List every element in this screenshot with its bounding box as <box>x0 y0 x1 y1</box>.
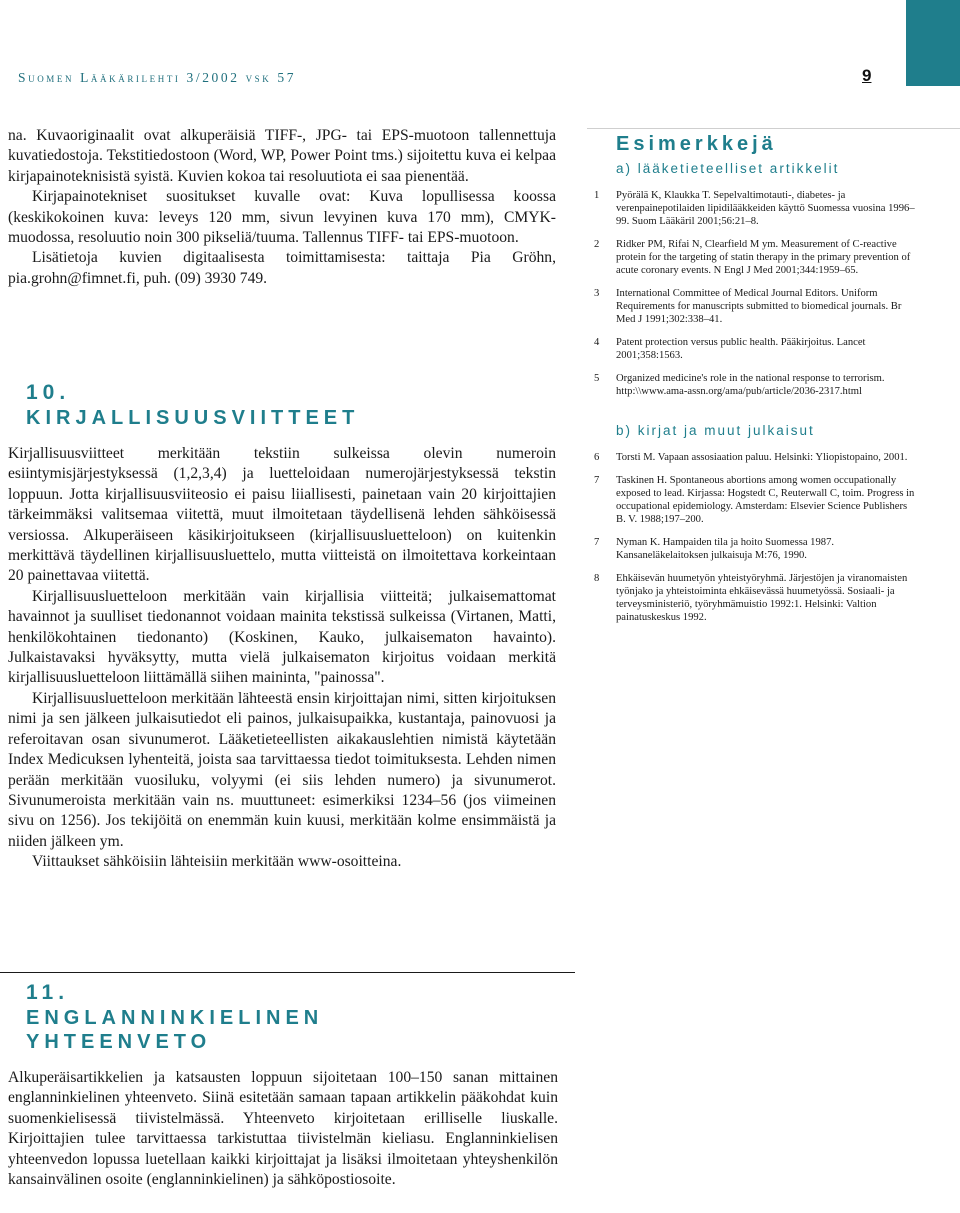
intro-text <box>8 126 556 289</box>
reference-number: 8 <box>594 573 600 584</box>
examples-subheading-a: a) lääketieteelliset artikkelit <box>616 161 840 176</box>
examples-title: Esimerkkejä <box>616 133 777 155</box>
reference-number: 5 <box>594 373 600 384</box>
paragraph: Kirjallisuusluetteloon merkitään lähteestä ensin kirjoittajan nimi, sitten kirjoituksen nimi ja sen jälkeen julkaisutiedot eli painos, julkaisupaikka, kustantaja, painovuosi ja referoitavan osan sivunumerot. Lääketieteellisten aikakauslehtien nimistä käytetään Index Medicuksen lyhenteitä, joista saa tarvittaessa tiedot toimituksesta. Lehden nimen perään merkitään vuosiluku, volyymi (ei siis lehden numero) ja sivunumerot. Sivunumeroista merkitään vain ns. muuttuneet: esimerkiksi 1234–56 (jos viimeinen sivu on 1256). Jos tekijöitä on enemmän kuin kuusi, merkitään kolme ensimmäistä ja niiden jälkeen ym. <box>8 689 556 850</box>
reference-text: Ehkäisevän huumetyön yhteistyöryhmä. Järjestöjen ja viranomaisten työnjako ja yhteistoiminta ehkäisevässä huumetyössä. Sosiaali- ja terveysministeriö, työryhmämuistio 1992:1. Helsinki: Valtion painatuskeskus 1992. <box>616 573 908 623</box>
section-title: KIRJALLISUUSVIITTEET <box>26 407 360 429</box>
reference-text: Patent protection versus public health. Pääkirjoitus. Lancet 2001;358:1563. <box>616 337 866 361</box>
paragraph: Viittaukset sähköisiin lähteisiin merkitään www-osoitteina. <box>32 853 402 871</box>
reference-item <box>594 189 918 228</box>
section-body <box>8 1068 558 1190</box>
reference-item <box>594 372 918 398</box>
section-english-summary <box>8 980 558 1190</box>
reference-item <box>594 572 918 624</box>
reference-number: 1 <box>594 190 600 201</box>
reference-number: 6 <box>594 452 600 463</box>
paragraph: Kirjallisuusluetteloon merkitään vain kirjallisia viitteitä; julkaisemattomat havainnot ja suulliset tiedonannot voidaan mainita tekstissä sulkeissa (Virtanen, Matti, henkilökohtainen tiedonanto) (Koskinen, Kauko, julkaisematon havainto). Julkaistavaksi hyväksytty, mutta vielä julkaisematon kirjoitus voidaan merkitä kirjallisuusluetteloon liittämällä siihen maininta, "painossa". <box>8 587 556 687</box>
paragraph: Kirjapainotekniset suositukset kuvalle ovat: Kuva lopullisessa koossa (keskikokoinen kuva: leveys 120 mm, sivun levyinen kuva 170 mm), CMYK-muodossa, resoluutio noin 300 pikseliä/tuuma. Tallennus TIFF- tai EPS-muotoon. <box>8 188 556 247</box>
section-title-line2: YHTEENVETO <box>26 1031 212 1053</box>
reference-text: Organized medicine's role in the national response to terrorism. http:\\www.ama-assn.org/ama/pub/article/2036-2317.html <box>616 373 885 397</box>
section-title-line1: ENGLANNINKIELINEN <box>26 1007 324 1029</box>
reference-text: Torsti M. Vapaan assosiaation paluu. Helsinki: Yliopistopaino, 2001. <box>616 452 908 463</box>
paragraph: Lisätietoja kuvien digitaalisesta toimittamisesta: taittaja Pia Gröhn, pia.grohn@fimnet.fi, puh. (09) 3930 749. <box>8 249 556 287</box>
reference-number: 7 <box>594 537 600 548</box>
reference-item <box>594 474 918 526</box>
reference-item <box>594 287 918 326</box>
section-body <box>8 444 556 873</box>
paragraph: na. Kuvaoriginaalit ovat alkuperäisiä TIFF-, JPG- tai EPS-muotoon tallennettuja kuvatiedostoja. Tekstitiedostoon (Word, WP, Power Point tms.) sijoitettu kuva ei kelpaa kirjapainoteknisistä syistä. Kuvien kokoa tai resoluutiota ei saa pienentää. <box>8 127 556 185</box>
reference-text: International Committee of Medical Journal Editors. Uniform Requirements for manuscripts submitted to biomedical journals. Br Med J 1991;302:338–41. <box>616 288 902 325</box>
section-references <box>8 380 556 873</box>
reference-item <box>594 238 918 277</box>
reference-text: Ridker PM, Rifai N, Clearfield M ym. Measurement of C-reactive protein for the targeting of statin therapy in the primary prevention of acute coronary events. N Engl J Med 2001;344:1959–65. <box>616 239 911 276</box>
examples-subheading-b: b) kirjat ja muut julkaisut <box>616 423 815 438</box>
reference-number: 7 <box>594 475 600 486</box>
paragraph: Alkuperäisartikkelien ja katsausten loppuun sijoitetaan 100–150 sanan mittainen englanninkielinen yhteenveto. Siinä esitetään samaan tapaan artikkelin pääkohdat kuin suomenkielisessä tiivistelmässä. Yhteenveto kirjoitetaan erilliselle liuskalle. Kirjoittajien tulee tarvittaessa tarkistuttaa tiivistelmän kieliasu. Englanninkielisen yhteenvedon lopussa luetellaan kaikki kirjoittajat ja lisäksi ilmoitetaan yhteyshenkilön kansainvälinen osoite (englanninkielinen) ja sähköpostiosoite. <box>8 1069 558 1189</box>
reference-list-a <box>594 189 918 398</box>
sidebar-top-rule <box>587 128 960 129</box>
page-corner-tab <box>906 0 960 86</box>
section-divider <box>0 972 575 973</box>
reference-text: Pyörälä K, Klaukka T. Sepelvaltimotauti-, diabetes- ja verenpainepotilaiden lipidilääkkeiden käyttö Suomessa vuosina 1996–99. Suom Lääkäril 2001;56:21–8. <box>616 190 915 227</box>
reference-number: 2 <box>594 239 600 250</box>
reference-item <box>594 336 918 362</box>
section-number: 11. <box>26 981 70 1004</box>
reference-number: 3 <box>594 288 600 299</box>
paragraph: Kirjallisuusviitteet merkitään tekstiin sulkeissa olevin numeroin esiintymisjärjestyksessä (1,2,3,4) ja luetteloidaan numerojärjestyksessä tekstin loppuun. Jotta kirjallisuusviiteosio ei paisu liiallisesti, painetaan vain 20 kirjoittajien tärkeimmäksi valitsemaa viitettä, muut ilmoitetaan täydellisenä lehden sähköisessä versiossa. Alkuperäiseen käsikirjoitukseen (kirjallisuusluetteloon) on kuitenkin merkittävä täydellinen kirjallisuusluettelo, mutta viitteistä on ilmoitettava korkeintaan 20 painettavaa viitettä. <box>8 445 556 585</box>
reference-text: Taskinen H. Spontaneous abortions among women occupationally exposed to lead. Kirjassa: Hogstedt C, Reuterwall C, toim. Progress in occupational epidemiology. Amsterdam: Elsevier Science Publishers B. V. 1988;197–200. <box>616 475 915 525</box>
examples-sidebar <box>594 132 918 634</box>
page-number: 9 <box>862 66 872 85</box>
reference-item <box>594 451 918 464</box>
running-head: Suomen Lääkärilehti 3/2002 vsk 57 <box>18 70 297 85</box>
reference-text: Nyman K. Hampaiden tila ja hoito Suomessa 1987. Kansaneläkelaitoksen julkaisuja M:76, 1990. <box>616 537 835 561</box>
reference-number: 4 <box>594 337 600 348</box>
section-number: 10. <box>26 381 71 404</box>
reference-item <box>594 536 918 562</box>
reference-list-b <box>594 451 918 624</box>
